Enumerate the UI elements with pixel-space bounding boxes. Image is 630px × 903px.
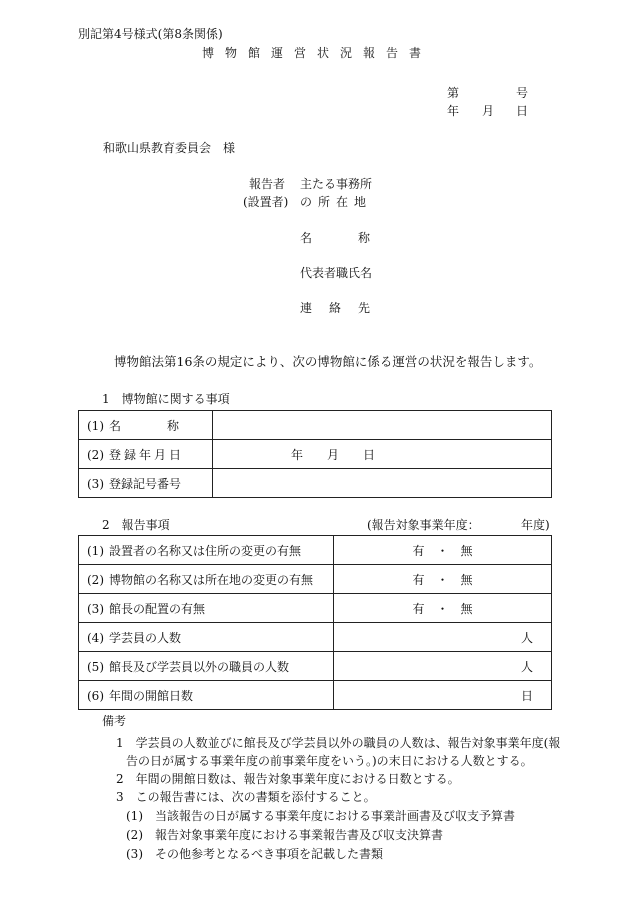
intro-text: 博物館法第16条の規定により、次の博物館に係る運営の状況を報告します。 — [114, 354, 542, 369]
date-year: 年 — [447, 104, 460, 118]
other-staff-count-value: 人 — [334, 652, 552, 681]
form-number: 別記第4号様式(第8条関係) — [78, 27, 223, 41]
report-year-label: (報告対象事業年度： — [367, 518, 480, 532]
document-title: 博物館運営状況報告書 — [202, 46, 433, 60]
doc-number-suffix: 号 — [516, 86, 529, 100]
reporter-name-label: 名称 — [300, 231, 417, 245]
reporter-label-founder: (設置者) — [243, 195, 289, 209]
note-2: 2 年間の開館日数は、報告対象事業年度における日数とする。 — [116, 772, 460, 786]
reporter-address-label-2: の所在地 — [300, 195, 373, 209]
table-row — [79, 411, 552, 440]
report-items-table — [78, 535, 552, 710]
reporter-address-label-1: 主たる事務所 — [300, 177, 373, 191]
addressee: 和歌山県教育委員会 様 — [103, 141, 236, 155]
museum-name-value — [213, 411, 552, 440]
director-assigned-value: 有 ・ 無 — [334, 594, 552, 623]
table-row: (3) 館長の配置の有無 有 ・ 無 — [79, 594, 552, 623]
table-row: (1) 設置者の名称又は住所の変更の有無 有 ・ 無 — [79, 536, 552, 565]
curator-count-value: 人 — [334, 623, 552, 652]
note-3-sub-2: (2) 報告対象事業年度における事業報告書及び収支決算書 — [126, 828, 444, 842]
row-label-registration-date: (2) 登録年月日 — [79, 440, 213, 469]
open-days-value: 日 — [334, 681, 552, 710]
date-month: 月 — [482, 104, 495, 118]
doc-number-prefix: 第 — [447, 86, 460, 100]
table-row: (2) 博物館の名称又は所在地の変更の有無 有 ・ 無 — [79, 565, 552, 594]
reporter-label: 報告者 — [249, 177, 286, 191]
note-1-line-1: 1 学芸員の人数並びに館長及び学芸員以外の職員の人数は、報告対象事業年度(報 — [116, 736, 561, 750]
reporter-representative-label: 代表者職氏名 — [300, 266, 373, 280]
founder-change-value: 有 ・ 無 — [334, 536, 552, 565]
table-row: (4) 学芸員の人数 人 — [79, 623, 552, 652]
section1-heading: 1 博物館に関する事項 — [102, 392, 230, 406]
section2-heading: 2 報告事項 — [102, 518, 170, 532]
note-3-sub-3: (3) その他参考となるべき事項を記載した書類 — [126, 847, 383, 861]
reporter-contact-label: 連絡先 — [300, 301, 388, 315]
note-3: 3 この報告書には、次の書類を添付すること。 — [116, 790, 376, 804]
note-3-sub-1: (1) 当該報告の日が属する事業年度における事業計画書及び収支予算書 — [126, 809, 516, 823]
table-row — [79, 440, 552, 469]
date-day: 日 — [516, 104, 529, 118]
registration-number-value — [213, 469, 552, 498]
museum-change-value: 有 ・ 無 — [334, 565, 552, 594]
museum-info-table — [78, 410, 552, 498]
table-row: (5) 館長及び学芸員以外の職員の人数 人 — [79, 652, 552, 681]
row-label-name: (1) 名称 — [79, 411, 213, 440]
table-row — [79, 469, 552, 498]
note-1-line-2: 告の日が属する事業年度の前事業年度をいう。)の末日における人数とする。 — [126, 754, 533, 768]
table-row: (6) 年間の開館日数 日 — [79, 681, 552, 710]
notes-heading: 備考 — [102, 714, 127, 728]
report-year-suffix: 年度) — [521, 518, 550, 532]
row-label-registration-number: (3) 登録記号番号 — [79, 469, 213, 498]
registration-date-value: 年 月 日 — [213, 440, 552, 469]
